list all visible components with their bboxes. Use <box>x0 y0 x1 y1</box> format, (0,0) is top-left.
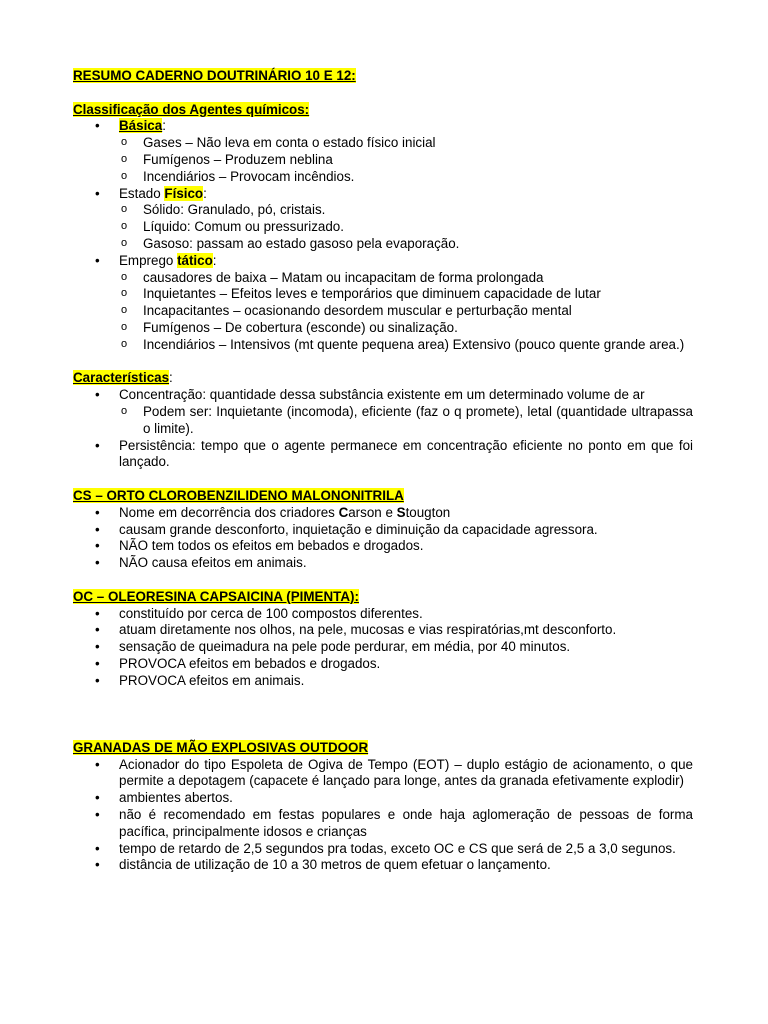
bullet-list <box>73 606 693 690</box>
list-item: • causam grande desconforto, inquietação e diminuição da capacidade agressora. <box>73 522 693 539</box>
sub-list <box>119 135 693 185</box>
sub-list <box>119 202 693 252</box>
section-heading: CS – ORTO CLOROBENZILIDENO MALONONITRILA <box>73 487 404 503</box>
list-item-estado-fisico: • Estado Físico: o Sólido: Granulado, pó, cristais. o Líquido: Comum ou pressurizado. o Gasoso: passam ao estado gasoso pela evaporação. <box>73 186 693 253</box>
list-item: • atuam diretamente nos olhos, na pele, mucosas e vias respiratórias,mt desconforto. <box>73 622 693 639</box>
section-heading: OC – OLEORESINA CAPSAICINA (PIMENTA): <box>73 588 359 604</box>
sub-list-item: o Gases – Não leva em conta o estado físico inicial <box>119 135 693 152</box>
sub-list-item: o Gasoso: passam ao estado gasoso pela evaporação. <box>119 236 693 253</box>
list-item: • distância de utilização de 10 a 30 metros de quem efetuar o lançamento. <box>73 857 693 874</box>
document-body <box>73 68 693 874</box>
bullet-list <box>73 505 693 572</box>
bullet-list <box>73 757 693 875</box>
spacer <box>73 354 693 371</box>
section-classificacao <box>73 102 693 354</box>
list-item: • PROVOCA efeitos em animais. <box>73 673 693 690</box>
sub-list <box>119 270 693 354</box>
sub-list-item: o Inquietantes – Efeitos leves e temporários que diminuem capacidade de lutar <box>119 286 693 303</box>
sub-list-item: o Incapacitantes – ocasionando desordem muscular e perturbação mental <box>119 303 693 320</box>
sub-list <box>119 404 693 438</box>
list-item: • não é recomendado em festas populares e onde haja aglomeração de pessoas de forma pacífica, principalmente idosos e crianças <box>73 807 693 841</box>
section-caracteristicas <box>73 370 693 471</box>
list-item: • NÃO causa efeitos em animais. <box>73 555 693 572</box>
document-title: RESUMO CADERNO DOUTRINÁRIO 10 E 12: <box>73 68 356 83</box>
list-item: • sensação de queimadura na pele pode perdurar, em média, por 40 minutos. <box>73 639 693 656</box>
list-item: • Acionador do tipo Espoleta de Ogiva de Tempo (EOT) – duplo estágio de acionamento, o que permite a depotagem (capacete é lançado para longe, antes da granada efetivamente explodir) <box>73 757 693 791</box>
list-item: • tempo de retardo de 2,5 segundos pra todas, exceto OC e CS que será de 2,5 a 3,0 segunos. <box>73 841 693 858</box>
list-item: • ambientes abertos. <box>73 790 693 807</box>
sub-list-item: o Líquido: Comum ou pressurizado. <box>119 219 693 236</box>
list-item: • constituído por cerca de 100 compostos diferentes. <box>73 606 693 623</box>
section-heading: Características: <box>73 370 173 386</box>
sub-list-item: o Incendiários – Provocam incêndios. <box>119 169 693 186</box>
list-item: • PROVOCA efeitos em bebados e drogados. <box>73 656 693 673</box>
list-item-basica: • Básica: o Gases – Não leva em conta o estado físico inicial o Fumígenos – Produzem neblina o Incendiários – Provocam incêndios. <box>73 118 693 185</box>
sub-list-item: o causadores de baixa – Matam ou incapacitam de forma prolongada <box>119 270 693 287</box>
list-item: • Nome em decorrência dos criadores Carson e Stougton <box>73 505 693 522</box>
list-item-emprego-tatico: • Emprego tático: o causadores de baixa – Matam ou incapacitam de forma prolongada o Inquietantes – Efeitos leves e temporários que diminuem capacidade de lutar o Incapacitantes – ocasionando desordem muscular e perturbação mental o Fumígenos – De cobertura (esconde) ou sinalização. o Incendiários – Intensivos (mt quente pequena area) Extensivo (pouco quente grande area.) <box>73 253 693 354</box>
list-item-concentracao: • Concentração: quantidade dessa substância existente em um determinado volume de ar o Podem ser: Inquietante (incomoda), eficiente (faz o q promete), letal (quantidade ultrapassa o limite). <box>73 387 693 437</box>
bullet-list <box>73 118 693 353</box>
bullet-list <box>73 387 693 471</box>
list-item: • NÃO tem todos os efeitos em bebados e drogados. <box>73 538 693 555</box>
sub-list-item: o Fumígenos – Produzem neblina <box>119 152 693 169</box>
spacer <box>73 689 693 723</box>
section-heading: GRANADAS DE MÃO EXPLOSIVAS OUTDOOR <box>73 739 369 755</box>
section-cs <box>73 488 693 572</box>
spacer <box>73 471 693 488</box>
sub-list-item: o Fumígenos – De cobertura (esconde) ou sinalização. <box>119 320 693 337</box>
sub-list-item: o Sólido: Granulado, pó, cristais. <box>119 202 693 219</box>
section-oc <box>73 589 693 690</box>
section-granadas <box>73 740 693 874</box>
spacer <box>73 572 693 589</box>
section-heading: Classificação dos Agentes químicos: <box>73 101 310 117</box>
sub-list-item: o Podem ser: Inquietante (incomoda), eficiente (faz o q promete), letal (quantidade ultrapassa o limite). <box>119 404 693 438</box>
spacer <box>73 85 693 102</box>
sub-list-item: o Incendiários – Intensivos (mt quente pequena area) Extensivo (pouco quente grande area.) <box>119 337 693 354</box>
list-item-persistencia: • Persistência: tempo que o agente permanece em concentração eficiente no ponto em que foi lançado. <box>73 438 693 472</box>
spacer <box>73 723 693 740</box>
